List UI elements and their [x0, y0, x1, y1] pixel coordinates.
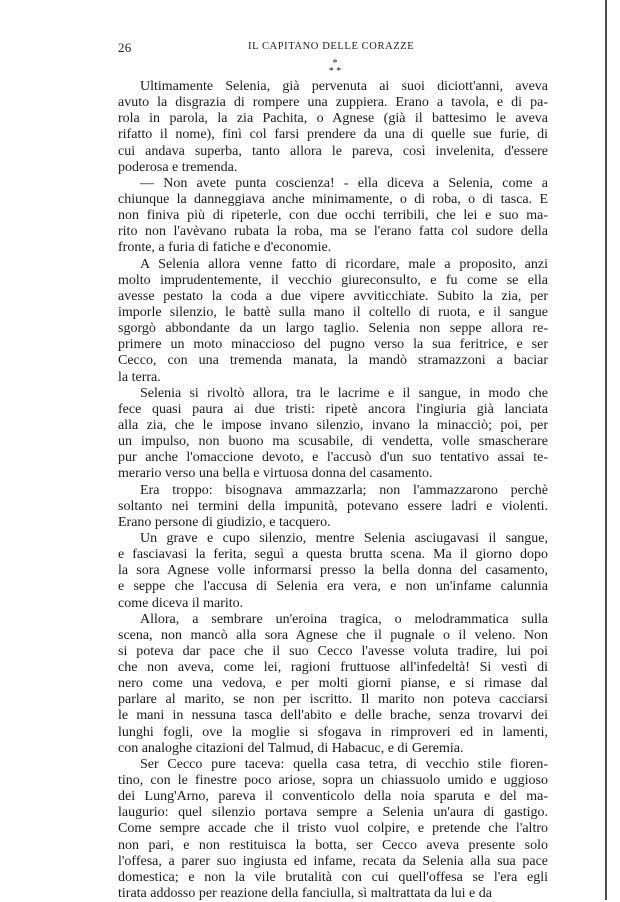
text-line: e fasciavasi la ferita, seguì a questa brutta scena. Ma il giorno dopo — [118, 547, 548, 563]
page-edge-shadow-lower — [606, 560, 607, 900]
text-line: rito non l'avèvano rubata la roba, ma se l'erano fatta col sudore della — [118, 224, 548, 240]
text-line: fece quasi paura ai due tristi: ripetè ancora l'ingiuria già lanciata — [118, 401, 548, 417]
running-title: IL CAPITANO DELLE CORAZZE — [248, 41, 415, 52]
text-line: dei Lung'Arno, pareva il conventicolo della noia sparuta e del ma- — [118, 789, 548, 805]
text-line: primere un moto minaccioso del pugno verso la sua feritrice, e ser — [118, 337, 548, 353]
text-line: laugurio: quel silenzio portava sempre a Selenia un'aura di gastigo. — [118, 805, 548, 821]
text-line: si poteva dar pace che il suo Cecco l'avesse voluta tradire, lui poi — [118, 643, 548, 659]
text-line: l'offesa, a parer suo ingiusta ed infame, recata da Selenia alla sua pace — [118, 853, 548, 869]
text-line: le mani in nessuna tasca dell'abito e delle brache, senza trovarvi dei — [118, 708, 548, 724]
text-line: tino, con le finestre poco ariose, sopra un chiassuolo umido e uggioso — [118, 773, 548, 789]
text-line: merario verso una bella e virtuosa donna del casamento. — [118, 466, 433, 482]
text-line: Cecco, con una tremenda manata, la mandò stramazzoni a baciar — [118, 353, 548, 369]
text-line: rola in parola, la zia Pachita, o Agnese (già il battesimo le aveva — [118, 111, 548, 127]
asterism-mark: * * * — [328, 58, 342, 77]
text-line: avuto la disgrazia di rompere una zuppiera. Erano a tavola, e di pa- — [118, 95, 548, 111]
text-line: A Selenia allora venne fatto di ricordare, male a proposito, anzi — [140, 256, 548, 272]
text-line: chiunque la danneggiava anche minimamente, o di roba, o di tasca. E — [118, 191, 548, 207]
text-line: alla zia, che le impose invano silenzio, invano la minacciò; poi, per — [118, 417, 548, 433]
text-line: che non aveva, come lei, ragioni fruttuose all'infedeltà! Si vestì di — [118, 660, 548, 676]
text-line: avesse pestato la coda a due vipere avviticchiate. Subito la zia, per — [118, 288, 548, 304]
text-line: lunghi fogli, ove la moglie si sfogava in rimproveri ed in lamenti, — [118, 724, 548, 740]
text-line: cui andava superba, tanto allora le pareva, così invelenita, d'essere — [118, 143, 548, 159]
text-line: imporle silenzio, le battè sulla mano il coltello di ruota, e il sangue — [118, 304, 548, 320]
text-line: parlare al marito, se non per iscritto. Il marito non poteva cacciarsi — [118, 692, 548, 708]
text-line: domestica; e non la vile brutalità con cui quell'offesa se l'era egli — [118, 869, 548, 885]
text-line: Come sempre accade che il tristo vuol colpire, e pretende che l'altro — [118, 821, 548, 837]
text-line: Era troppo: bisognava ammazzarla; non l'ammazzarono perchè — [140, 482, 548, 498]
text-line: pur anche l'omaccione devoto, e l'accusò d'un suo tentativo assai te- — [118, 450, 548, 466]
text-line: tirata addosso per reazione della fanciulla, sì maltrattata da lui e da — [118, 886, 492, 902]
text-line: sgorgò abbondante da un largo taglio. Selenia non seppe allora re- — [118, 321, 548, 337]
text-line: la terra. — [118, 369, 161, 385]
text-line: — Non avete punta coscienza! - ella diceva a Selenia, come a — [140, 175, 548, 191]
text-line: come diceva il marito. — [118, 595, 244, 611]
text-line: Ser Cecco pure taceva: quella casa tetra, di vecchio stile fioren- — [140, 756, 548, 772]
text-line: con analoghe citazioni del Talmud, di Habacuc, e di Geremia. — [118, 740, 464, 756]
text-line: Un grave e cupo silenzio, mentre Selenia asciugavasi il sangue, — [140, 530, 548, 546]
text-line: non pari, e non restituisca la botta, ser Cecco aveva presente solo — [118, 837, 548, 853]
text-line: e seppe che l'accusa di Selenia era vera, e non un'infame calunnia — [118, 579, 548, 595]
text-line: rifatto il nome), finì col farsi prendere da una di quelle sue furie, di — [118, 127, 548, 143]
text-line: soltanto nei termini della impunità, potevano essere ladri e violenti. — [118, 498, 548, 514]
text-line: scena, non mancò alla sora Agnese che il pugnale o il veleno. Non — [118, 627, 548, 643]
section-asterism — [315, 60, 355, 76]
text-line: fronte, a furia di fatiche e d'economie. — [118, 240, 332, 256]
text-line: Allora, a sembrare un'eroina tragica, o melodrammatica sulla — [140, 611, 548, 627]
text-line: la sora Agnese volle informarsi presso la bella donna del casamento, — [118, 563, 548, 579]
text-line: un impulso, non buono ma scusabile, di vendetta, volle smascherare — [118, 434, 548, 450]
body-text — [118, 79, 548, 902]
text-line: Erano persone di giudizio, e tacquero. — [118, 514, 331, 530]
text-line: nero come una vedova, e per molti giorni pianse, e si rimase dal — [118, 676, 548, 692]
text-line: molto imprudentemente, il vecchio giureconsulto, e fu come se ella — [118, 272, 548, 288]
running-header — [118, 40, 548, 56]
text-line: non finiva più di ripeterle, con due occhi terribili, che lei e suo ma- — [118, 208, 548, 224]
text-line: Selenia si rivoltò allora, tra le lacrime e il sangue, in modo che — [140, 385, 548, 401]
text-line: poderosa e tremenda. — [118, 159, 238, 175]
text-line: Ultimamente Selenia, già pervenuta ai suoi diciott'anni, aveva — [140, 79, 548, 94]
page-number: 26 — [118, 40, 132, 55]
